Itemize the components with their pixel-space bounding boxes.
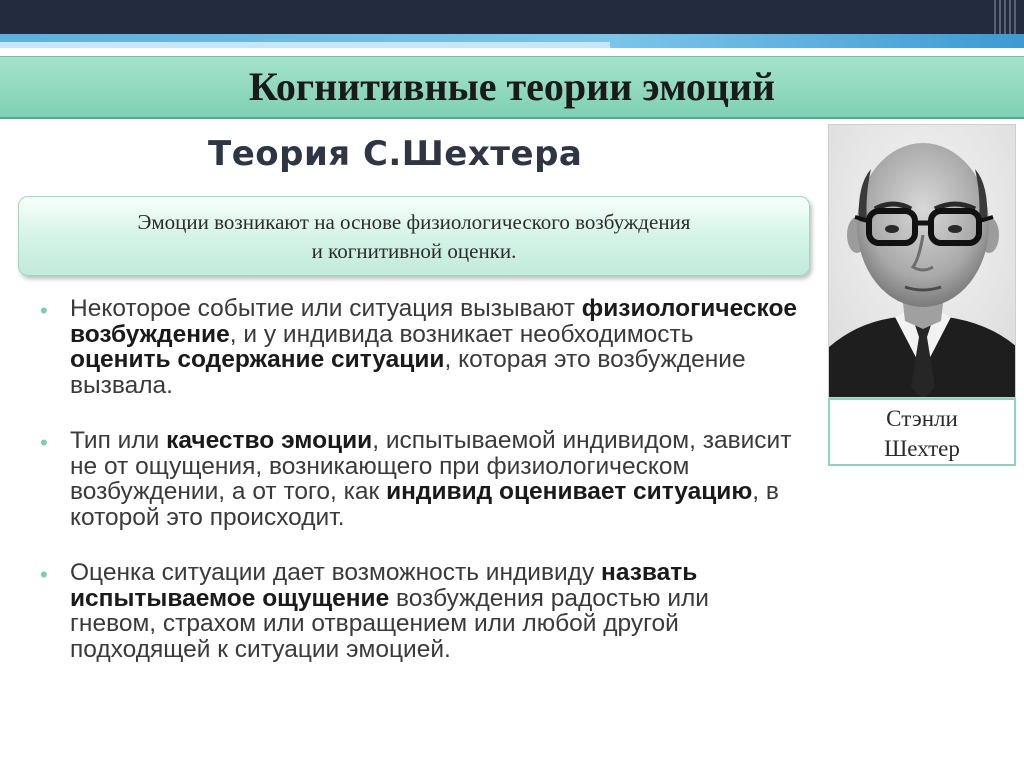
portrait-illustration [829,125,1016,398]
bullet-text: Оценка ситуации дает возможность индивиду [70,559,602,586]
caption-last-name: Шехтер [884,436,960,461]
bullet-text: , и у индивида возникает необходимость [229,320,694,348]
bullet-dot-icon: • [40,562,48,587]
portrait-caption [828,398,1016,466]
portrait-photo [828,124,1016,398]
slide-title: Когнитивные теории эмоций [248,64,776,109]
bullet-dot-icon: • [40,430,48,455]
header-blue-strip [0,34,1024,48]
bullet-item [40,296,800,398]
bullet-item [40,428,800,530]
bullet-text: возбуждения радостью или гневом, страхом или отвращением или любой другой подходящей к ситуации эмоцией. [70,584,709,663]
header-dark-bar [0,0,1024,34]
bullet-list [40,296,800,662]
header-stripes [994,0,1016,34]
caption-first-name: Стэнли [886,406,958,431]
header-light-strip [0,42,610,48]
bullet-text: Тип или [70,427,167,454]
bullet-bold-text: оценить содержание ситуации [70,346,445,373]
bullet-text: , в которой это происходит. [70,478,779,531]
bullet-text: , которая это возбуждение вызвала. [70,346,746,399]
bullet-text: Некоторое событие или ситуация вызывают [70,295,582,322]
bullet-text: , испытываемой индивидом, зависит не от ощущения, возникающего при физиологическом возбуждении, а от того, как [70,427,792,505]
bullet-bold-text: назвать испытываемое ощущение [70,559,698,612]
bullet-bold-text: качество эмоции [166,427,373,454]
bullet-dot-icon: • [40,298,48,323]
slide-subtitle: Теория С.Шехтера [208,134,583,174]
bullet-bold-text: индивид оценивает ситуацию [386,478,753,505]
definition-line-1: Эмоции возникают на основе физиологического возбуждения [137,210,691,234]
bullet-item [40,560,800,662]
definition-line-2: и когнитивной оценки. [311,239,517,263]
definition-box [18,196,810,276]
bullet-bold-text: физиологическое возбуждение [70,295,798,348]
